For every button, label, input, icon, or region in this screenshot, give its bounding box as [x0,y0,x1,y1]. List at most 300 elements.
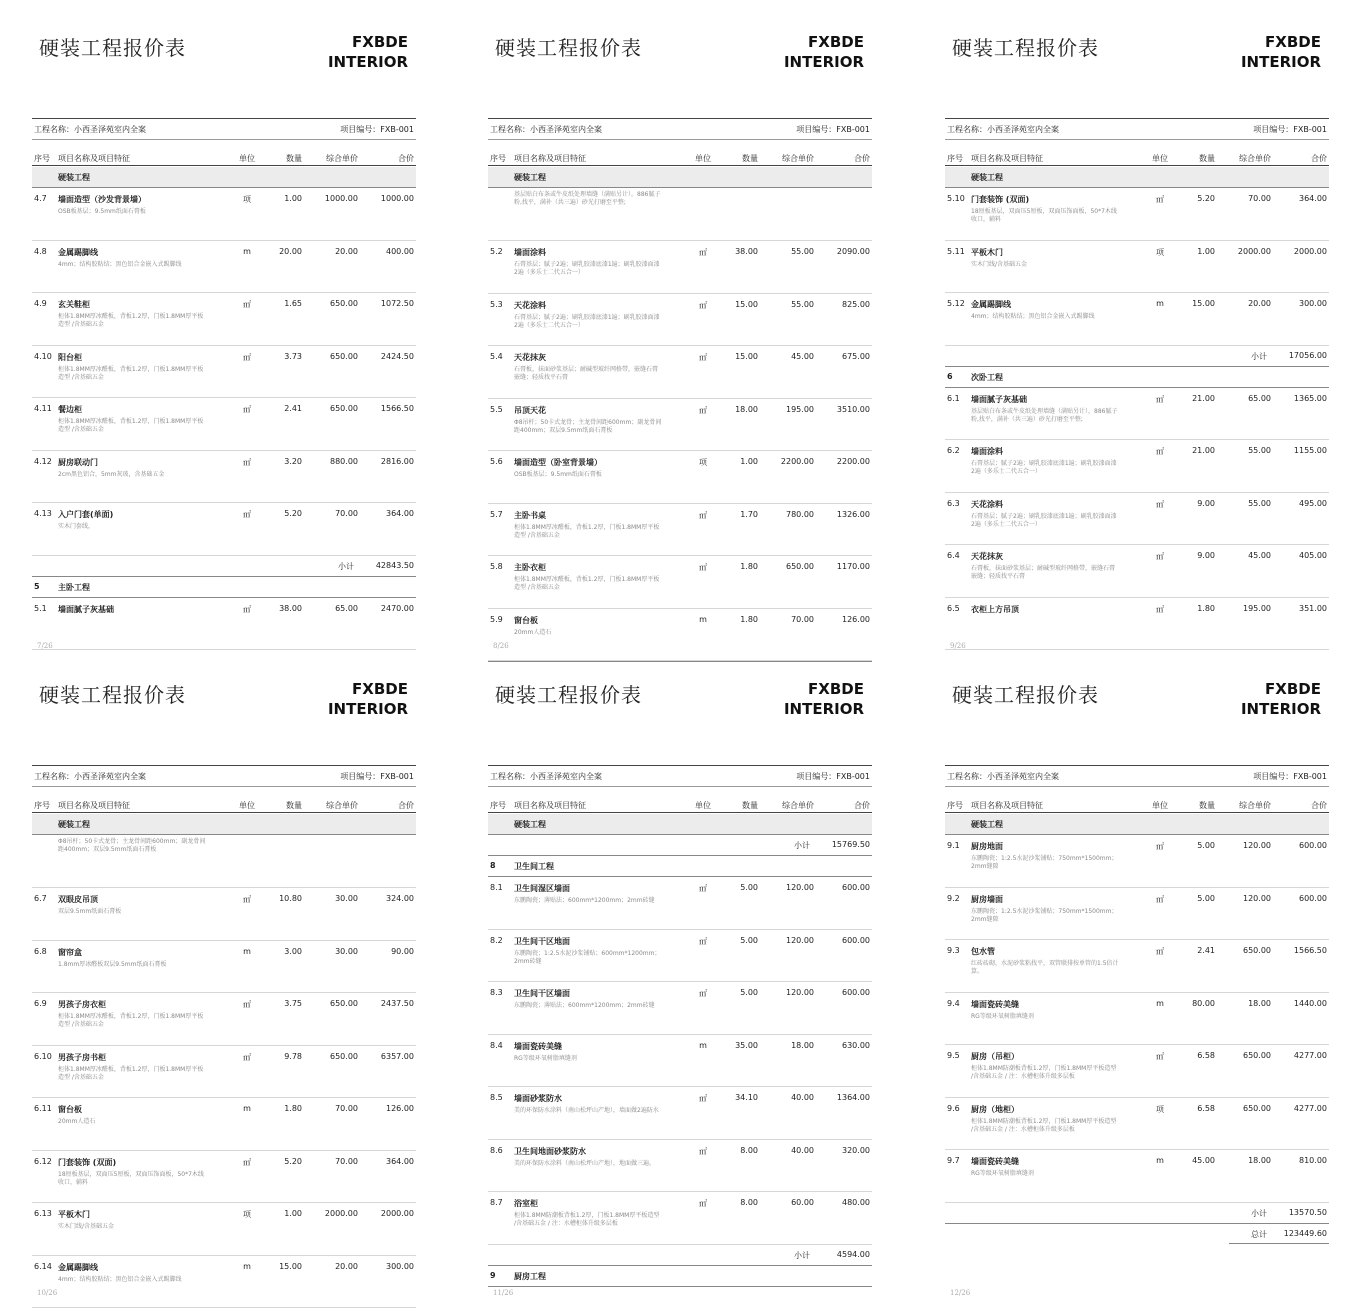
item-number: 6.14 [34,1262,52,1271]
category-header [945,167,1329,188]
item-number: 4.11 [34,404,52,413]
item-unit-price: 2000.00 [1225,247,1271,256]
subtotal-value: 13570.50 [1289,1208,1327,1217]
item-unit-price: 40.00 [768,1093,814,1102]
project-info-bar [488,765,872,787]
section-name: 次卧工程 [971,372,1003,383]
brand-line-2: INTERIOR [784,52,864,72]
table-row [32,451,416,504]
item-description: 4mm；结构胶粘结；黑色铝合金嵌入式踢脚线 [58,1276,206,1284]
item-total: 825.00 [820,300,870,309]
project-name: 工程名称：小西圣泽苑室内全案 [947,124,1059,135]
subtotal-row [488,835,872,856]
item-description: 柜体1.8MM厚冰醛板，背板1.2厚，门板1.8MM厚平板造型 /含基础五金 [58,1066,206,1082]
item-number: 6.5 [947,604,960,613]
item-description: OSB板基层；9.5mm纸面石膏板 [58,208,206,216]
item-quantity: 18.00 [726,405,758,414]
column-header-unit: 单位 [235,153,259,164]
item-name: 金属踢脚线 [58,1262,98,1273]
item-number: 4.9 [34,299,47,308]
table-row [945,493,1329,546]
item-number: 5.6 [490,457,503,466]
item-description: 石膏基层；腻子2遍；刷乳胶漆底漆1遍；刷乳胶漆面漆2遍（多乐士二代五合一） [514,314,662,330]
item-name: 浴室柜 [514,1198,538,1209]
item-description: 实木门线/含基础五金 [971,261,1119,269]
item-quantity: 1.00 [270,194,302,203]
item-unit-price: 650.00 [1225,1104,1271,1113]
item-name: 墙面造型（卧室背景墙） [514,457,602,468]
item-unit-price: 45.00 [1225,551,1271,560]
item-unit-price: 20.00 [312,1262,358,1271]
item-name: 墙面腻子灰基础 [58,604,114,615]
item-name: 厨房（地柜） [971,1104,1019,1115]
column-header-total: 合价 [820,800,870,811]
item-unit-price: 30.00 [312,894,358,903]
item-name: 卫生间湿区墙面 [514,883,570,894]
item-number: 6.7 [34,894,47,903]
table-row [32,1203,416,1256]
brand-logo [1241,32,1321,72]
item-total: 600.00 [1277,841,1327,850]
item-total: 480.00 [820,1198,870,1207]
item-total: 300.00 [364,1262,414,1271]
item-unit-price: 70.00 [1225,194,1271,203]
item-name: 墙面瓷砖美缝 [514,1041,562,1052]
item-name: 墙面涂料 [514,247,546,258]
subtotal-value: 17056.00 [1289,351,1327,360]
column-header-unit: 单位 [1148,800,1172,811]
item-number: 4.13 [34,509,52,518]
item-number: 8.3 [490,988,503,997]
item-number: 4.8 [34,247,47,256]
column-header-total: 合价 [820,153,870,164]
item-number: 8.7 [490,1198,503,1207]
column-header-no: 序号 [947,800,963,811]
item-unit: ㎡ [1148,446,1172,457]
item-total: 2200.00 [820,457,870,466]
subtotal-row [32,556,416,577]
item-total: 1566.50 [1277,946,1327,955]
item-total: 2000.00 [1277,247,1327,256]
section-number: 5 [34,582,40,591]
item-unit: ㎡ [235,299,259,310]
item-total: 1365.00 [1277,394,1327,403]
table-body [32,814,416,1308]
item-number: 5.5 [490,405,503,414]
item-unit: ㎡ [1148,604,1172,615]
item-description: 实木门套线， [58,523,206,531]
brand-logo [1241,679,1321,719]
item-unit: ㎡ [691,1198,715,1209]
item-quantity: 20.00 [270,247,302,256]
item-description: RG等级环氧树脂填缝剂 [514,1055,662,1063]
item-unit: ㎡ [691,988,715,999]
item-unit: ㎡ [235,894,259,905]
table-row [488,609,872,662]
column-header-total: 合价 [364,800,414,811]
item-name: 窗台板 [514,615,538,626]
item-description: Φ8吊杆；50卡式龙骨；主龙骨间距600mm；副龙骨间距400mm；双层9.5mm纸面石膏板 [514,419,662,435]
table-row [488,241,872,294]
item-name: 吊顶天花 [514,405,546,416]
item-name: 卫生间地面砂浆防水 [514,1146,586,1157]
item-description: 2cm黑色铝合，5mm灰玻，含基础五金 [58,471,206,479]
item-name: 墙面造型（沙发背景墙） [58,194,146,205]
item-description: 美的环保防水涂料（南山松坪山产地），墙面做2遍防水 [514,1107,662,1115]
item-description: Φ8吊杆；50卡式龙骨；主龙骨间距600mm；副龙骨间距400mm；双层9.5mm纸面石膏板 [58,838,206,854]
item-total: 4277.00 [1277,1051,1327,1060]
item-description: 柜体1.8MM厚冰醛板，背板1.2厚，门板1.8MM厚平板造型 /含基础五金 [514,524,662,540]
subtotal-value: 15769.50 [832,840,870,849]
item-description: 柜体1.8MM厚冰醛板，背板1.2厚，门板1.8MM厚平板造型 /含基础五金 [58,313,206,329]
item-total: 300.00 [1277,299,1327,308]
item-description: 东鹏陶瓷；薄贴法；600mm*1200mm；2mm砖缝 [514,897,662,905]
item-name: 门套装饰 (双面) [58,1157,116,1168]
item-unit-price: 55.00 [768,247,814,256]
table-row [945,1150,1329,1203]
item-number: 5.1 [34,604,47,613]
table-row [945,545,1329,598]
item-unit: ㎡ [1148,946,1172,957]
subtotal-value: 42843.50 [376,561,414,570]
item-quantity: 38.00 [270,604,302,613]
table-row [32,241,416,294]
item-quantity: 5.20 [270,509,302,518]
item-quantity: 1.00 [270,1209,302,1218]
item-number: 6.13 [34,1209,52,1218]
item-unit: 项 [1148,247,1172,258]
column-header-no: 序号 [490,153,506,164]
column-header-qty: 数量 [270,153,302,164]
item-quantity: 15.00 [726,352,758,361]
table-row [32,398,416,451]
table-row [32,188,416,241]
item-name: 包水管 [971,946,995,957]
item-description: 4mm；结构胶粘结；黑色铝合金嵌入式踢脚线 [971,313,1119,321]
category-header [32,814,416,835]
page-title: 硬装工程报价表 [952,679,1099,708]
brand-line-2: INTERIOR [784,699,864,719]
item-number: 6.1 [947,394,960,403]
item-number: 4.7 [34,194,47,203]
project-info-bar [945,118,1329,140]
item-description: 18厘板基层，双面压5厘板，双面压饰面板，50*7木线收口，辅料 [971,208,1119,224]
item-unit: ㎡ [691,883,715,894]
column-header-total: 合价 [364,153,414,164]
column-header-qty: 数量 [1183,153,1215,164]
item-name: 天花抹灰 [971,551,1003,562]
item-number: 4.10 [34,352,52,361]
item-quantity: 9.78 [270,1052,302,1061]
table-row [488,1192,872,1245]
brand-line-1: FXBDE [784,679,864,699]
item-number: 8.1 [490,883,503,892]
item-number: 6.12 [34,1157,52,1166]
item-total: 600.00 [820,883,870,892]
column-header-total: 合价 [1277,153,1327,164]
item-total: 600.00 [820,936,870,945]
grand-total-value: 123449.60 [1284,1229,1327,1238]
item-total: 1364.00 [820,1093,870,1102]
item-total: 600.00 [820,988,870,997]
project-name: 工程名称：小西圣泽苑室内全案 [947,771,1059,782]
page-header [945,24,1329,114]
page-header [945,671,1329,761]
category-name: 硬装工程 [971,819,1003,830]
item-name: 卫生间干区墙面 [514,988,570,999]
item-unit-price: 70.00 [768,615,814,624]
item-number: 6.11 [34,1104,52,1113]
page-number: 12/26 [950,1289,970,1297]
item-description: RG等级环氧树脂填缝剂 [971,1013,1119,1021]
item-unit: ㎡ [235,352,259,363]
item-name: 金属踢脚线 [58,247,98,258]
item-description: 20mm人造石 [514,629,662,637]
page-title: 硬装工程报价表 [495,679,642,708]
section-number: 6 [947,372,953,381]
column-header-name: 项目名称及项目特征 [58,153,130,164]
item-unit-price: 55.00 [1225,499,1271,508]
column-header-unit: 单位 [691,800,715,811]
item-description: 20mm人造石 [58,1118,206,1126]
item-unit: ㎡ [235,404,259,415]
column-header [488,150,872,166]
item-name: 天花涂料 [514,300,546,311]
section-name: 主卧工程 [58,582,90,593]
category-name: 硬装工程 [58,172,90,183]
section-number: 8 [490,861,496,870]
column-header-no: 序号 [34,800,50,811]
item-unit: 项 [1148,1104,1172,1115]
column-header-no: 序号 [490,800,506,811]
column-header-qty: 数量 [1183,800,1215,811]
column-header-name: 项目名称及项目特征 [514,153,586,164]
item-total: 2424.50 [364,352,414,361]
item-total: 2090.00 [820,247,870,256]
table-row [32,1098,416,1151]
table-row [488,877,872,930]
item-name: 墙面砂浆防水 [514,1093,562,1104]
project-code: 项目编号：FXB-001 [340,124,414,135]
item-quantity: 45.00 [1183,1156,1215,1165]
page-header [32,671,416,761]
page-title: 硬装工程报价表 [952,32,1099,61]
table-row [945,888,1329,941]
item-description: 东鹏陶瓷；1:2.5水泥沙浆铺贴；750mm*1500mm；2mm缝隙 [971,855,1119,871]
page-header [32,24,416,114]
column-header-price: 综合单价 [1225,153,1271,164]
item-description: 柜体1.8MM厚冰醛板，背板1.2厚，门板1.8MM厚平板造型 /含基础五金 [514,576,662,592]
item-unit-price: 650.00 [312,1052,358,1061]
item-unit-price: 55.00 [1225,446,1271,455]
brand-line-2: INTERIOR [1241,699,1321,719]
item-unit: ㎡ [691,562,715,573]
item-name: 墙面涂料 [971,446,1003,457]
item-name: 厨房墙面 [971,894,1003,905]
project-info-bar [32,118,416,140]
brand-logo [784,679,864,719]
brand-line-2: INTERIOR [328,52,408,72]
item-unit-price: 650.00 [768,562,814,571]
item-description: 东鹏陶瓷；薄贴法；600mm*1200mm；2mm砖缝 [514,1002,662,1010]
column-header-qty: 数量 [726,800,758,811]
item-total: 3510.00 [820,405,870,414]
brand-logo [328,32,408,72]
table-row [488,346,872,399]
item-unit: ㎡ [1148,841,1172,852]
item-total: 126.00 [364,1104,414,1113]
table-row [32,346,416,399]
brand-line-1: FXBDE [328,679,408,699]
item-unit-price: 2200.00 [768,457,814,466]
item-quantity: 5.20 [270,1157,302,1166]
item-total: 1000.00 [364,194,414,203]
item-unit-price: 120.00 [768,936,814,945]
subtotal-row [488,1245,872,1266]
category-header [945,814,1329,835]
project-info-bar [32,765,416,787]
item-quantity: 8.00 [726,1146,758,1155]
item-total: 1072.50 [364,299,414,308]
quote-page [945,24,1329,649]
item-description: 实木门线/含基础五金 [58,1223,206,1231]
item-quantity: 5.00 [1183,894,1215,903]
item-unit-price: 70.00 [312,509,358,518]
item-unit-price: 880.00 [312,457,358,466]
table-row [32,993,416,1046]
project-name: 工程名称：小西圣泽苑室内全案 [34,124,146,135]
section-number: 9 [490,1271,496,1280]
section-name: 卫生间工程 [514,861,554,872]
item-name: 厨房地面 [971,841,1003,852]
item-unit: ㎡ [235,604,259,615]
grand-total-label: 总计 [1251,1229,1267,1240]
item-unit: ㎡ [1148,894,1172,905]
item-quantity: 1.65 [270,299,302,308]
item-quantity: 6.58 [1183,1051,1215,1060]
item-quantity: 9.00 [1183,499,1215,508]
table-end-rule [488,661,872,662]
item-number: 9.5 [947,1051,960,1060]
item-name: 衣柜上方吊顶 [971,604,1019,615]
item-unit: m [691,1041,715,1050]
table-row [488,294,872,347]
item-total: 600.00 [1277,894,1327,903]
table-row [488,930,872,983]
quote-page [945,671,1329,1296]
table-row [488,556,872,609]
brand-logo [328,679,408,719]
item-quantity: 1.00 [1183,247,1215,256]
item-unit: m [1148,299,1172,308]
table-body [945,814,1329,1244]
item-number: 5.12 [947,299,965,308]
table-row [945,598,1329,651]
item-number: 6.8 [34,947,47,956]
item-unit: ㎡ [691,405,715,416]
grand-total-rule [1229,1243,1329,1244]
item-total: 6357.00 [364,1052,414,1061]
section-header [488,1266,872,1287]
column-header-price: 综合单价 [1225,800,1271,811]
item-unit-price: 45.00 [768,352,814,361]
item-name: 主卧书桌 [514,510,546,521]
item-total: 1440.00 [1277,999,1327,1008]
item-unit-price: 195.00 [1225,604,1271,613]
item-total: 630.00 [820,1041,870,1050]
subtotal-row [945,1203,1329,1224]
item-unit: m [1148,999,1172,1008]
item-number: 4.12 [34,457,52,466]
category-name: 硬装工程 [514,819,546,830]
item-unit: ㎡ [691,1146,715,1157]
item-unit-price: 120.00 [768,988,814,997]
item-unit-price: 18.00 [1225,999,1271,1008]
item-quantity: 15.00 [1183,299,1215,308]
item-description: 基层贴白布条或牛皮纸处理墙缝（满贴另计），886腻子粉,找平，满补（共三遍）砂光打磨至平整; [514,191,662,207]
item-description: 柜体1.8MM厚冰醛板，背板1.2厚，门板1.8MM厚平板造型 /含基础五金 [58,366,206,382]
item-unit-price: 20.00 [312,247,358,256]
item-total: 675.00 [820,352,870,361]
quote-page [32,671,416,1296]
item-unit-price: 40.00 [768,1146,814,1155]
item-description: 东鹏陶瓷；1:2.5水泥沙浆铺贴；600mm*1200mm；2mm砖缝 [514,950,662,966]
item-unit-price: 65.00 [1225,394,1271,403]
item-unit: ㎡ [691,247,715,258]
subtotal-label: 小计 [1251,1208,1267,1219]
item-unit: ㎡ [235,999,259,1010]
item-name: 门套装饰 (双面) [971,194,1029,205]
column-header-name: 项目名称及项目特征 [971,153,1043,164]
item-name: 阳台柜 [58,352,82,363]
column-header-name: 项目名称及项目特征 [514,800,586,811]
item-description: 红砖砖砌，水泥砂浆粘找平，双管联排按单管的1.5倍计算。 [971,960,1119,976]
item-total: 2470.00 [364,604,414,613]
item-quantity: 5.20 [1183,194,1215,203]
table-row [488,1087,872,1140]
category-name: 硬装工程 [971,172,1003,183]
table-row [945,835,1329,888]
item-number: 9.7 [947,1156,960,1165]
item-unit-price: 195.00 [768,405,814,414]
item-unit: ㎡ [1148,194,1172,205]
page-number: 9/26 [950,642,966,650]
item-unit-price: 2000.00 [312,1209,358,1218]
item-name: 餐边柜 [58,404,82,415]
item-unit: ㎡ [1148,551,1172,562]
item-unit: 项 [691,457,715,468]
item-quantity: 3.00 [270,947,302,956]
table-body [32,167,416,650]
item-quantity: 1.80 [270,1104,302,1113]
column-header-price: 综合单价 [312,800,358,811]
item-description: 1.8mm厚冰醛板双层9.5mm纸面石膏板 [58,961,206,969]
page-header [488,671,872,761]
project-code: 项目编号：FXB-001 [1253,124,1327,135]
item-description: 双层9.5mm纸面石膏板 [58,908,206,916]
item-total: 2437.50 [364,999,414,1008]
item-description: 柜体1.8MM防潮板背板1.2厚，门板1.8MM厚平板造型 /含基础五金 / 注：水槽柜体升级多层板 [514,1212,662,1228]
brand-line-1: FXBDE [1241,679,1321,699]
project-name: 工程名称：小西圣泽苑室内全案 [490,771,602,782]
quote-page [32,24,416,649]
item-unit: ㎡ [691,510,715,521]
item-name: 墙面瓷砖美缝 [971,1156,1019,1167]
item-name: 天花抹灰 [514,352,546,363]
item-unit: m [235,1262,259,1271]
item-total: 324.00 [364,894,414,903]
item-unit-price: 650.00 [312,352,358,361]
